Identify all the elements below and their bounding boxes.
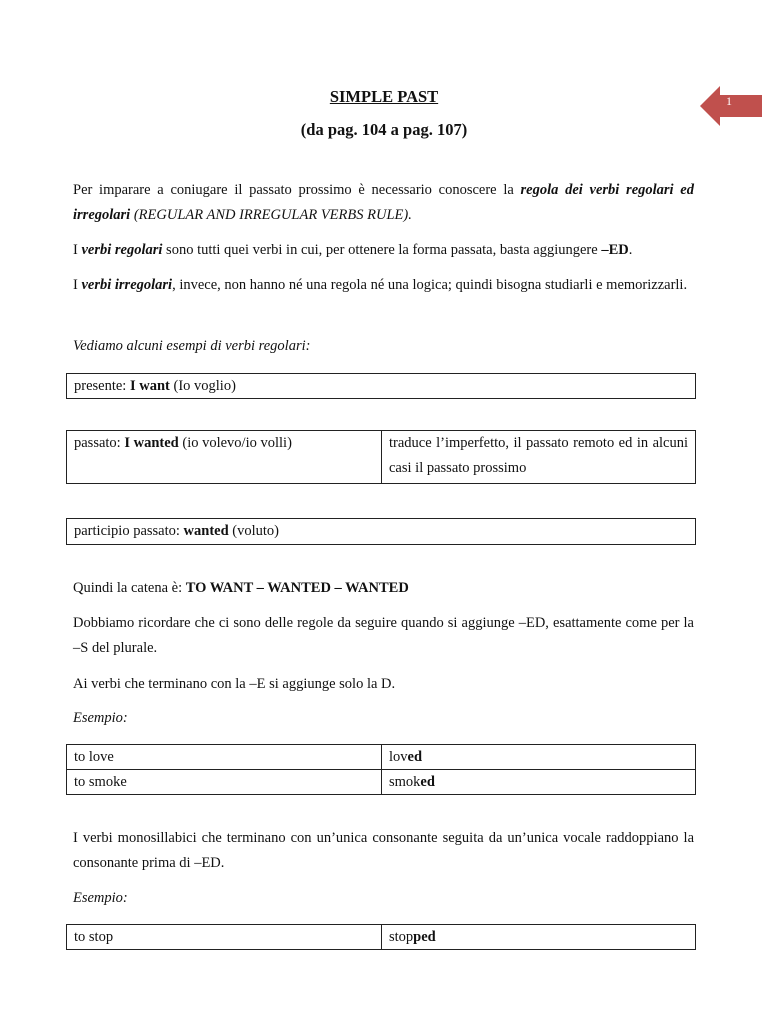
rules-paragraph-2: Ai verbi che terminano con la –E si aggiunge solo la D.	[73, 676, 396, 692]
past-note-cell: traduce l’imperfetto, il passato remoto ed in alcuni casi il passato prossimo	[389, 435, 688, 476]
participle-table	[66, 518, 696, 545]
table-row	[67, 769, 695, 794]
past-verb-cell: loved	[389, 749, 423, 765]
verb-chain: Quindi la catena è: TO WANT – WANTED – WANTED	[73, 580, 409, 596]
present-tense-table	[66, 373, 696, 399]
page-subtitle: (da pag. 104 a pag. 107)	[300, 120, 468, 139]
past-cell: passato: I wanted (io volevo/io volli)	[67, 431, 382, 483]
base-verb-cell: to smoke	[67, 770, 382, 794]
rules-paragraph-3: I verbi monosillabici che terminano con un’unica consonante seguita da un’unica vocale raddoppiano la consonante prima di –ED.	[73, 830, 694, 871]
intro-paragraph-3: I verbi irregolari, invece, non hanno né una regola né una logica; quindi bisogna studiarli e memorizzarli.	[73, 277, 688, 293]
table-row	[67, 925, 695, 949]
past-verb-cell: smoked	[389, 774, 435, 790]
intro-paragraph-1: Per imparare a coniugare il passato prossimo è necessario conoscere la regola dei verbi regolari ed irregolari (REGULAR AND IRREGULAR VERBS RULE).	[73, 182, 694, 223]
table-row	[67, 745, 695, 769]
example-label-2: Esempio:	[73, 890, 128, 906]
page-number: 1	[726, 94, 732, 108]
examples-e-table	[66, 744, 696, 795]
rules-paragraph-1: Dobbiamo ricordare che ci sono delle regole da seguire quando si aggiunge –ED, esattamente come per la –S del plurale.	[73, 615, 694, 656]
page-title: SIMPLE PAST	[329, 87, 439, 106]
present-cell: presente: I want (Io voglio)	[74, 378, 236, 394]
past-tense-table	[66, 430, 696, 484]
base-verb-cell: to love	[67, 745, 382, 769]
examples-double-table	[66, 924, 696, 950]
past-verb-cell: stopped	[389, 929, 436, 945]
base-verb-cell: to stop	[67, 925, 382, 949]
intro-paragraph-2: I verbi regolari sono tutti quei verbi in cui, per ottenere la forma passata, basta aggiungere –ED.	[73, 242, 633, 258]
participle-cell: participio passato: wanted (voluto)	[74, 523, 279, 539]
examples-intro: Vediamo alcuni esempi di verbi regolari:	[73, 338, 311, 354]
example-label-1: Esempio:	[73, 710, 128, 726]
